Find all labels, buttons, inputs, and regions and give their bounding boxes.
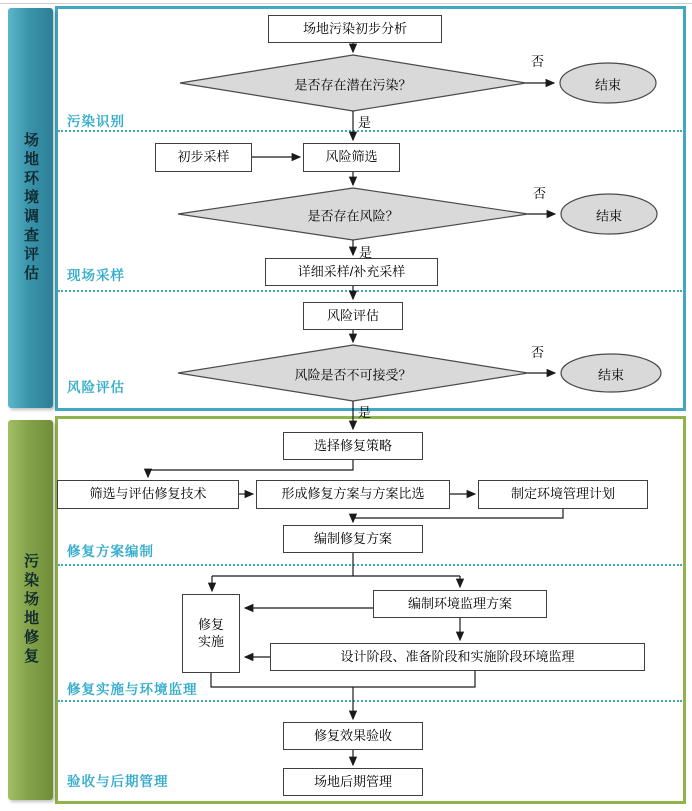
process-post-management: 场地后期管理: [283, 768, 423, 796]
branch-no-1: 否: [531, 54, 545, 69]
phase-acceptance-management: 验收与后期管理: [67, 774, 169, 789]
process-form-compare-plans: 形成修复方案与方案比选: [256, 480, 450, 509]
process-remediation-implementation-label: 修复实施: [198, 616, 225, 649]
phase-plan-compilation: 修复方案编制: [67, 544, 154, 559]
process-preliminary-analysis: 场地污染初步分析: [268, 15, 442, 43]
terminator-end-1-label: 结束: [594, 77, 622, 93]
phase-implementation-supervision: 修复实施与环境监理: [67, 682, 198, 697]
process-effect-acceptance: 修复效果验收: [283, 722, 423, 750]
branch-yes-1: 是: [358, 115, 372, 130]
branch-yes-3: 是: [358, 405, 372, 420]
process-compile-remediation-plan: 编制修复方案: [283, 525, 423, 553]
terminator-end-2-label: 结束: [595, 208, 623, 224]
process-phase-supervision: 设计阶段、准备阶段和实施阶段环境监理: [270, 643, 645, 671]
terminator-end-3-label: 结束: [597, 367, 625, 383]
decision-risk-exists-label: 是否存在风险？: [307, 208, 399, 224]
decision-risk-unacceptable-label: 风险是否不可接受？: [294, 367, 412, 383]
process-select-strategy: 选择修复策略: [283, 432, 423, 460]
process-env-management-plan: 制定环境管理计划: [478, 480, 648, 509]
branch-no-2: 否: [533, 186, 547, 201]
process-risk-evaluation: 风险评估: [303, 302, 403, 330]
phase-risk-assessment: 风险评估: [67, 380, 125, 395]
phase-site-sampling: 现场采样: [67, 268, 125, 283]
branch-yes-2: 是: [359, 245, 373, 260]
phase-pollution-identification: 污染识别: [67, 114, 125, 129]
process-risk-screening: 风险筛选: [303, 143, 400, 172]
sidebar-investigation-label: 场地环境调查评估: [22, 132, 39, 284]
process-preliminary-sampling: 初步采样: [155, 143, 252, 172]
process-remediation-implementation: [182, 594, 240, 673]
sidebar-remediation-label: 污染场地修复: [22, 553, 39, 667]
decision-potential-pollution-label: 是否存在潜在污染？: [294, 77, 412, 93]
process-screen-evaluate-tech: 筛选与评估修复技术: [57, 480, 239, 509]
branch-no-3: 否: [531, 345, 545, 360]
process-compile-supervision-plan: 编制环境监理方案: [373, 590, 547, 618]
process-detailed-sampling: 详细采样/补充采样: [265, 258, 438, 286]
